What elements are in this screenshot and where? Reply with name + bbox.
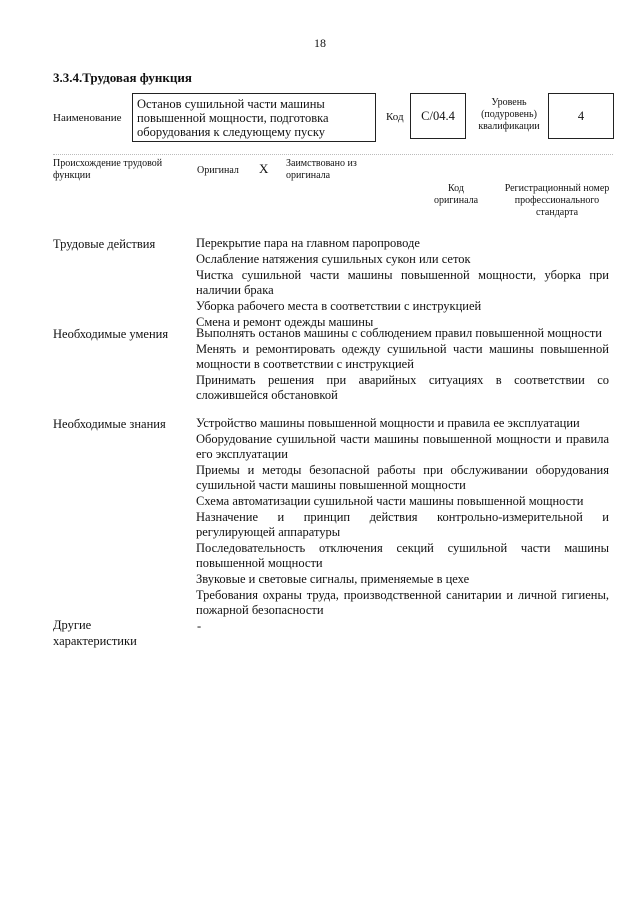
page-number: 18 bbox=[314, 36, 326, 50]
list-item: Перекрытие пара на главном паропроводе bbox=[196, 236, 420, 250]
list-item: Требования охраны труда, производственной санитарии и личной гигиены, пожарной безопасности bbox=[196, 588, 609, 617]
code-value: С/04.4 bbox=[421, 108, 455, 123]
skills-list bbox=[196, 326, 609, 403]
section-title: 3.3.4.Трудовая функция bbox=[53, 70, 192, 85]
list-item: Смена и ремонт одежды машины bbox=[196, 315, 374, 329]
code-original-label: Код оригинала bbox=[433, 183, 479, 206]
origin-row-divider bbox=[53, 154, 613, 155]
list-item: Устройство машины повышенной мощности и правила ее эксплуатации bbox=[196, 416, 580, 430]
actions-label: Трудовые действия bbox=[53, 237, 156, 251]
knowledge-label: Необходимые знания bbox=[53, 417, 166, 431]
qualification-level-label: Уровень (подуровень) квалификации bbox=[478, 97, 540, 132]
function-name-value: Останов сушильной части машины повышенной мощности, подготовка оборудования к следующему пуску bbox=[137, 97, 329, 139]
reg-number-label: Регистрационный номер профессионального стандарта bbox=[504, 183, 610, 218]
list-item: Выполнять останов машины с соблюдением правил повышенной мощности bbox=[196, 326, 602, 340]
other-label-line2: характеристики bbox=[53, 634, 137, 648]
skills-label: Необходимые умения bbox=[53, 327, 169, 341]
list-item: Менять и ремонтировать одежду сушильной части машины повышенной мощности в соответствии с инструкцией bbox=[196, 342, 609, 371]
code-label: Код bbox=[386, 111, 404, 123]
list-item: Назначение и принцип действия контрольно-измерительной и регулирующей аппаратуры bbox=[196, 510, 609, 539]
other-label-line1: Другие bbox=[53, 618, 92, 632]
origin-label: Происхождение трудовой функции bbox=[53, 158, 163, 181]
function-name-box bbox=[132, 93, 376, 142]
list-item: Оборудование сушильной части машины повышенной мощности и правила его эксплуатации bbox=[196, 432, 609, 461]
code-box bbox=[410, 93, 466, 139]
original-mark: X bbox=[259, 161, 269, 176]
actions-list bbox=[196, 236, 609, 330]
original-label: Оригинал bbox=[197, 165, 239, 176]
list-item: Приемы и методы безопасной работы при обслуживании оборудования сушильной части машины повышенной мощности bbox=[196, 463, 609, 492]
borrowed-label: Заимствовано из оригинала bbox=[286, 158, 357, 181]
name-label: Наименование bbox=[53, 112, 122, 124]
list-item: Схема автоматизации сушильной части машины повышенной мощности bbox=[196, 494, 584, 508]
list-item: Последовательность отключения секций сушильной части машины повышенной мощности bbox=[196, 541, 609, 570]
list-item: Ослабление натяжения сушильных сукон или сеток bbox=[196, 252, 471, 266]
knowledge-list bbox=[196, 416, 609, 618]
list-item: Чистка сушильной части машины повышенной мощности, уборка при наличии брака bbox=[196, 268, 609, 297]
other-label bbox=[53, 617, 137, 649]
list-item: Звуковые и световые сигналы, применяемые в цехе bbox=[196, 572, 470, 586]
other-value: - bbox=[197, 619, 202, 633]
level-box bbox=[548, 93, 614, 139]
level-value: 4 bbox=[577, 108, 585, 123]
list-item: Уборка рабочего места в соответствии с инструкцией bbox=[196, 299, 482, 313]
list-item: Принимать решения при аварийных ситуациях в соответствии со сложившейся обстановкой bbox=[196, 373, 609, 402]
